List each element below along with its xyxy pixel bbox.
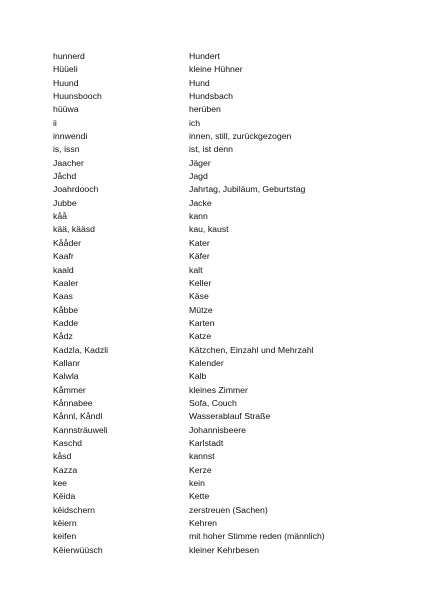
glossary-row [53,370,383,383]
german-meaning: kleiner Kehrbesen [189,544,260,555]
glossary-row [53,130,383,143]
dialect-term: Kannsträuweli [53,424,108,435]
german-meaning: Kalender [189,357,224,368]
german-meaning: Kerze [189,464,212,475]
german-meaning: Karlstadt [189,437,224,448]
german-meaning: kann [189,211,208,222]
dialect-term: Kååder [53,237,82,248]
german-meaning: Kette [189,491,210,502]
glossary-row [53,50,383,63]
german-meaning: Kätzchen, Einzahl und Mehrzahl [189,344,314,355]
german-meaning: kleine Hühner [189,64,243,75]
glossary-row [53,517,383,530]
dialect-term: kēiern [53,518,77,529]
glossary-row [53,210,383,223]
german-meaning: kannst [189,451,215,462]
german-meaning: Käse [189,291,209,302]
glossary-row [53,384,383,397]
german-meaning: Hund [189,77,210,88]
dialect-term: Kåbbe [53,304,79,315]
glossary-row [53,77,383,90]
german-meaning: Keller [189,277,212,288]
dialect-term: Kaas [53,291,73,302]
glossary-row [53,504,383,517]
dialect-term: Kallanr [53,357,81,368]
german-meaning: Karten [189,317,215,328]
german-meaning: kau, kaust [189,224,229,235]
glossary-row [53,277,383,290]
glossary-row [53,357,383,370]
dialect-term: Kaaler [53,277,79,288]
dialect-term: hüüwa [53,104,79,115]
german-meaning: Jagd [189,171,208,182]
glossary-table [53,50,383,557]
german-meaning: innen, still, zurückgezogen [189,131,292,142]
dialect-term: Jaacher [53,157,84,168]
glossary-row [53,63,383,76]
dialect-term: kēidschern [53,504,96,515]
dialect-term: kaald [53,264,74,275]
dialect-term: Huunsbooch [53,91,102,102]
german-meaning: Sofa, Couch [189,397,237,408]
dialect-term: innwendi [53,131,88,142]
glossary-row [53,264,383,277]
dialect-term: is, issn [53,144,80,155]
glossary-row [53,424,383,437]
glossary-row [53,223,383,236]
dialect-term: ii [53,117,57,128]
german-meaning: kleines Zimmer [189,384,248,395]
dialect-term: keifen [53,531,77,542]
german-meaning: ist, ist denn [189,144,233,155]
glossary-row [53,344,383,357]
dialect-term: kee [53,478,68,488]
dialect-term: Huund [53,77,79,88]
german-meaning: Kater [189,237,210,248]
german-meaning: Katze [189,331,212,342]
glossary-row [53,290,383,303]
german-meaning: herüben [189,104,221,115]
german-meaning: Mütze [189,304,213,315]
glossary-row [53,183,383,196]
german-meaning: Jacke [189,197,212,208]
dialect-term: Kazza [53,464,78,475]
dialect-term: Jubbe [53,197,77,208]
dialect-term: Kånnabee [53,397,93,408]
dialect-term: Kaafr [53,251,74,262]
dialect-term: Kådz [53,331,73,342]
german-meaning: kein [189,478,205,488]
dialect-term: kää, kääsd [53,224,96,235]
german-meaning: Käfer [189,251,210,262]
glossary-row [53,490,383,503]
dialect-term: Kēida [53,491,76,502]
glossary-row [53,410,383,423]
dialect-term: Joahrdooch [53,184,99,195]
german-meaning: Hundert [189,51,220,61]
german-meaning: mit hoher Stimme reden (männlich) [189,531,325,542]
glossary-row [53,304,383,317]
german-meaning: Jäger [189,157,211,168]
german-meaning: Hundsbach [189,91,233,102]
glossary-row [53,90,383,103]
dialect-term: Kēierwüüsch [53,544,103,555]
german-meaning: zerstreuen (Sachen) [189,504,268,515]
glossary-row [53,103,383,116]
dialect-term: kåå [53,211,68,222]
german-meaning: ich [189,117,201,128]
dialect-term: Hüüeli [53,64,78,75]
glossary-row [53,170,383,183]
dialect-term: Kånnl, Kåndl [53,411,103,422]
dialect-term: hunnerd [53,51,85,61]
glossary-row [53,544,383,557]
glossary-row [53,450,383,463]
glossary-row [53,530,383,543]
dialect-term: Kaschd [53,437,82,448]
dialect-term: Jåchd [53,171,77,182]
dialect-term: kåsd [53,451,72,462]
german-meaning: Kehren [189,518,218,529]
glossary-row [53,237,383,250]
glossary-row [53,250,383,263]
german-meaning: Kalb [189,371,207,382]
glossary-row [53,197,383,210]
german-meaning: kalt [189,264,203,275]
glossary-row [53,117,383,130]
glossary-row [53,317,383,330]
glossary-row [53,157,383,170]
dialect-term: Kadde [53,317,79,328]
glossary-row [53,330,383,343]
german-meaning: Jahrtag, Jubiläum, Geburtstag [189,184,306,195]
glossary-row [53,437,383,450]
glossary-row [53,143,383,156]
glossary-row [53,464,383,477]
german-meaning: Johannisbeere [189,424,246,435]
glossary-row [53,397,383,410]
dialect-term: Kadzla, Kadzli [53,344,109,355]
glossary-row [53,477,383,490]
german-meaning: Wasserablauf Straße [189,411,271,422]
dialect-term: Kalwla [53,371,79,382]
dialect-term: Kåmmer [53,384,86,395]
